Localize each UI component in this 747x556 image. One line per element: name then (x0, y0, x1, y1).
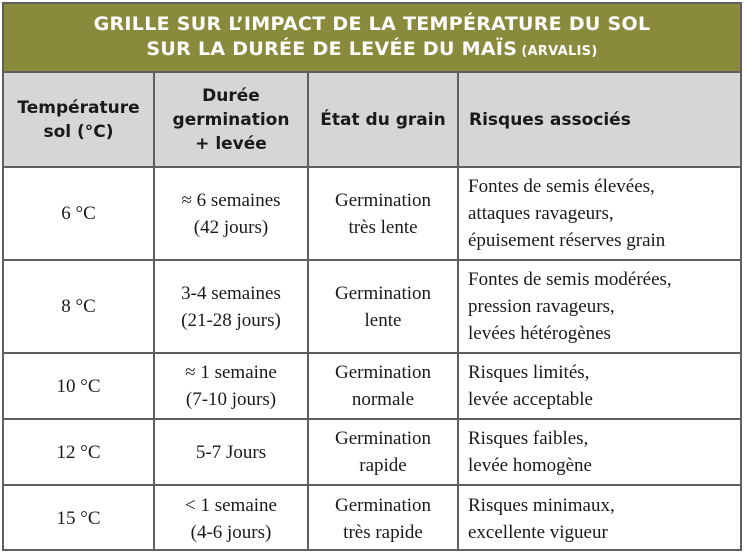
temperature-table (4, 73, 740, 551)
header-duree: Durée germination + levée (154, 73, 308, 167)
title-line-1: GRILLE SUR L’IMPACT DE LA TEMPÉRATURE DU SOL (93, 12, 651, 35)
table-row (4, 260, 740, 353)
cell-risques: Risques limités, levée acceptable (458, 353, 740, 419)
table-row (4, 167, 740, 260)
header-risques: Risques associés (458, 73, 740, 167)
cell-risques: Fontes de semis modérées, pression ravageurs, levées hétérogènes (458, 260, 740, 353)
header-temperature: Température sol (°C) (4, 73, 154, 167)
figure-frame (2, 2, 742, 551)
title-line-2-text: SUR LA DURÉE DE LEVÉE DU MAÏS (146, 37, 518, 60)
cell-duree: 3-4 semaines (21-28 jours) (154, 260, 308, 353)
title-line-2 (4, 37, 740, 64)
cell-duree: ≈ 6 semaines (42 jours) (154, 167, 308, 260)
table-row (4, 419, 740, 485)
cell-risques: Fontes de semis élevées, attaques ravageurs, épuisement réserves grain (458, 167, 740, 260)
cell-duree: ≈ 1 semaine (7-10 jours) (154, 353, 308, 419)
cell-duree: < 1 semaine (4-6 jours) (154, 485, 308, 551)
cell-etat: Germination rapide (308, 419, 458, 485)
cell-risques: Risques faibles, levée homogène (458, 419, 740, 485)
table-row (4, 353, 740, 419)
cell-etat: Germination très lente (308, 167, 458, 260)
table-row (4, 485, 740, 551)
cell-temperature: 8 °C (4, 260, 154, 353)
title-source: (ARVALIS) (521, 43, 598, 59)
title-banner (4, 4, 740, 73)
cell-temperature: 15 °C (4, 485, 154, 551)
cell-risques: Risques minimaux, excellente vigueur (458, 485, 740, 551)
cell-temperature: 12 °C (4, 419, 154, 485)
cell-etat: Germination normale (308, 353, 458, 419)
header-row (4, 73, 740, 167)
cell-temperature: 10 °C (4, 353, 154, 419)
cell-etat: Germination très rapide (308, 485, 458, 551)
cell-temperature: 6 °C (4, 167, 154, 260)
cell-etat: Germination lente (308, 260, 458, 353)
cell-duree: 5-7 Jours (154, 419, 308, 485)
header-etat: État du grain (308, 73, 458, 167)
